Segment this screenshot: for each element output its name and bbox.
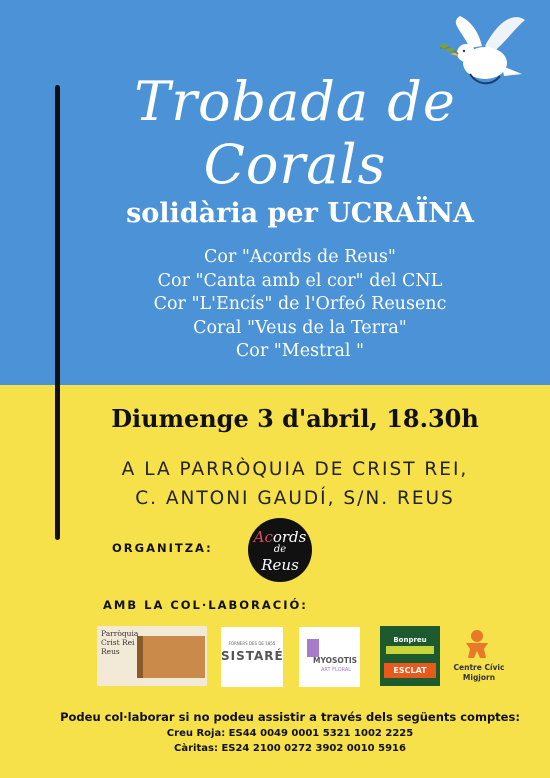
account-red-cross: Creu Roja: ES44 0049 0001 5321 1002 2225 (166, 728, 414, 739)
event-subtitle: solidària per UCRAÏNA (126, 198, 474, 229)
account-caritas: Càritas: ES24 2100 0272 3902 0010 5916 (174, 743, 406, 754)
choir-item: Coral "Veus de la Terra" (193, 317, 407, 338)
logo-text: FORNERS DES DE 1855 (228, 641, 276, 646)
choir-item: Cor "Acords de Reus" (204, 247, 396, 267)
logo-text: Reus (261, 556, 299, 574)
donation-intro: Podeu col·laborar si no podeu assistir a través dels següents comptes: (60, 710, 520, 724)
event-date: Diumenge 3 d'abril, 18.30h (111, 404, 479, 433)
parroquia-logo (97, 626, 207, 686)
logo-text: ART FLORAL (321, 667, 352, 673)
event-address (60, 455, 530, 513)
choir-item: Cor "Canta amb el cor" del CNL (157, 270, 443, 291)
choir-item: Cor "L'Encís" de l'Orfeó Reusenc (153, 294, 447, 314)
logo-text: SISTARÉ (221, 649, 284, 663)
acords-de-reus-logo (248, 518, 312, 582)
logo-text: ords (272, 528, 307, 546)
logo-text: MYOSOTIS (313, 656, 358, 665)
logo-text: Bonpreu (393, 636, 427, 644)
choir-list (60, 246, 540, 364)
myosotis-logo (299, 627, 360, 687)
logo-text: Reus (101, 647, 120, 656)
address-line: A LA PARRÒQUIA DE CRIST REI, (121, 459, 469, 480)
collaboration-label: AMB LA COL·LABORACIÓ: (103, 598, 308, 612)
address-line: C. ANTONI GAUDÍ, S/N. REUS (135, 488, 455, 509)
choir-item: Cor "Mestral " (235, 341, 365, 361)
donation-info (40, 710, 540, 754)
logo-text: Ac (253, 528, 273, 546)
logo-text: Centre Cívic (453, 663, 505, 672)
event-title: Trobada de Corals (134, 70, 456, 196)
logo-text: de (273, 544, 287, 555)
logo-text: Crist Rei (101, 638, 135, 647)
organizer-label: ORGANITZA: (112, 541, 213, 555)
centre-civic-logo (444, 625, 514, 690)
sistare-logo (221, 627, 283, 687)
bonpreu-logo (380, 626, 440, 686)
church-building-icon (137, 636, 205, 678)
logo-text: ESCLAT (384, 663, 436, 678)
logo-text: Parròquia (101, 629, 139, 638)
flower-icon (307, 639, 319, 657)
person-icon (462, 629, 492, 659)
logo-text: Migjorn (462, 673, 496, 682)
